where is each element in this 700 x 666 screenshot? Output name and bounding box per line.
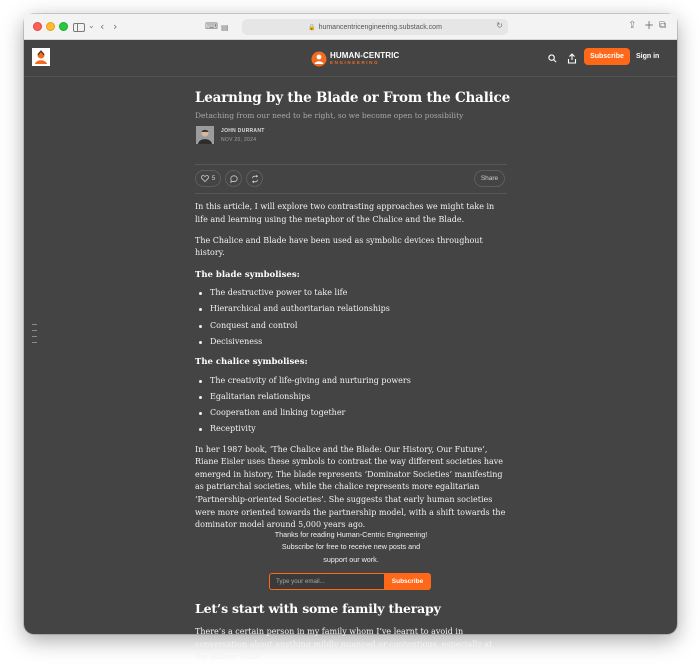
chevron-down-icon[interactable]: ⌄ — [88, 21, 95, 30]
paragraph: In this article, I will explore two contrasting approaches we might take in life and learning using the metaphor of the Chalice and the Blade. — [195, 202, 495, 224]
publication-avatar[interactable] — [32, 48, 50, 66]
restack-button[interactable] — [246, 170, 263, 187]
paragraph: There’s a certain person in my family whom I’ve learnt to avoid in conversation about anything mildly nuanced or contentious, especially at the dinner table — [195, 627, 493, 662]
paragraph: In her 1987 book, ‘The Chalice and the Blade: Our History, Our Future’, Riane Eisler uses these symbols to contrast the way different societies have emerged in history, The blade represents ‘Dominator Societies’ manifesting as patriarchal societies, while the chalice represents more egalitarian ‘Partnership-oriented Societies’. She suggests that early human societies were more oriented towards the partnership model, with a shift towards the dominator model around 5,000 years ago. — [195, 444, 506, 530]
header-subscribe-button[interactable]: Subscribe — [584, 48, 630, 65]
lock-icon: 🔒 — [308, 24, 316, 31]
reader-icon[interactable]: ▤ — [221, 23, 229, 32]
forward-arrow-icon[interactable]: › — [113, 20, 118, 33]
like-count: 5 — [211, 175, 216, 182]
list-item: The destructive power to take life — [195, 287, 507, 300]
section-subheading: The blade symbolises: — [195, 269, 300, 280]
publication-brand[interactable] — [311, 49, 399, 69]
post-date: NOV 20, 2024 — [221, 137, 257, 143]
email-input[interactable] — [269, 573, 384, 590]
post-subtitle: Detaching from our need to be right, so we become open to possibility — [195, 111, 464, 120]
list-item: Receptivity — [195, 423, 507, 436]
comment-icon — [230, 175, 238, 183]
share-icon[interactable] — [567, 53, 577, 64]
section-heading: Let’s start with some family therapy — [195, 601, 441, 616]
url-text: humancentricengineering.substack.com — [318, 23, 442, 31]
author-avatar[interactable] — [196, 126, 214, 144]
share-icon[interactable]: ⇪ — [628, 20, 637, 31]
share-button[interactable]: Share — [474, 170, 505, 187]
paragraph: The Chalice and Blade have been used as symbolic devices throughout history. — [195, 235, 483, 258]
comment-button[interactable] — [225, 170, 242, 187]
tab-overview-icon[interactable]: ⧉ — [659, 20, 667, 31]
list-item: Conquest and control — [195, 320, 507, 333]
reload-icon[interactable]: ↻ — [496, 21, 503, 30]
translate-icon[interactable]: ⌨ — [205, 22, 218, 32]
site-header — [24, 41, 677, 77]
browser-toolbar — [24, 14, 677, 40]
email-signup-form — [269, 573, 431, 590]
restack-icon — [251, 175, 259, 183]
browser-window — [24, 14, 677, 662]
address-bar[interactable] — [242, 19, 508, 35]
cta-line: support our work. — [323, 554, 379, 564]
post-title: Learning by the Blade or From the Chalice — [195, 90, 510, 106]
sidebar-toggle-icon[interactable] — [73, 23, 85, 32]
cta-line: Subscribe for free to receive new posts and — [281, 542, 421, 552]
search-icon[interactable] — [548, 54, 557, 63]
post-body — [195, 201, 507, 541]
email-subscribe-button[interactable]: Subscribe — [384, 573, 431, 590]
zoom-window-button[interactable] — [59, 22, 68, 31]
subscribe-cta — [195, 529, 507, 566]
brand-logo-icon — [311, 51, 327, 67]
list-item: The creativity of life-giving and nurturing powers — [195, 375, 507, 388]
table-of-contents-marker[interactable] — [32, 324, 38, 348]
blade-list — [195, 287, 507, 348]
minimize-window-button[interactable] — [46, 22, 55, 31]
chalice-list — [195, 375, 507, 436]
author-name[interactable]: JOHN DURRANT — [221, 128, 265, 134]
back-arrow-icon[interactable]: ‹ — [100, 20, 105, 33]
section-subheading: The chalice symbolises: — [195, 357, 308, 368]
list-item: Egalitarian relationships — [195, 391, 507, 404]
heart-icon — [201, 175, 209, 182]
list-item: Cooperation and linking together — [195, 407, 507, 420]
list-item: Hierarchical and authoritarian relationships — [195, 303, 507, 316]
brand-title: HUMAN-CENTRIC — [330, 51, 400, 61]
cta-line: Thanks for reading Human-Centric Engineering! — [274, 530, 428, 539]
brand-subtitle: ENGINEERING — [330, 60, 380, 66]
new-tab-icon[interactable]: + — [644, 18, 655, 32]
divider — [195, 164, 507, 165]
sign-in-link[interactable]: Sign in — [636, 53, 660, 60]
close-window-button[interactable] — [33, 22, 42, 31]
like-button[interactable] — [195, 170, 221, 187]
list-item: Decisiveness — [195, 336, 507, 349]
divider — [195, 193, 507, 194]
